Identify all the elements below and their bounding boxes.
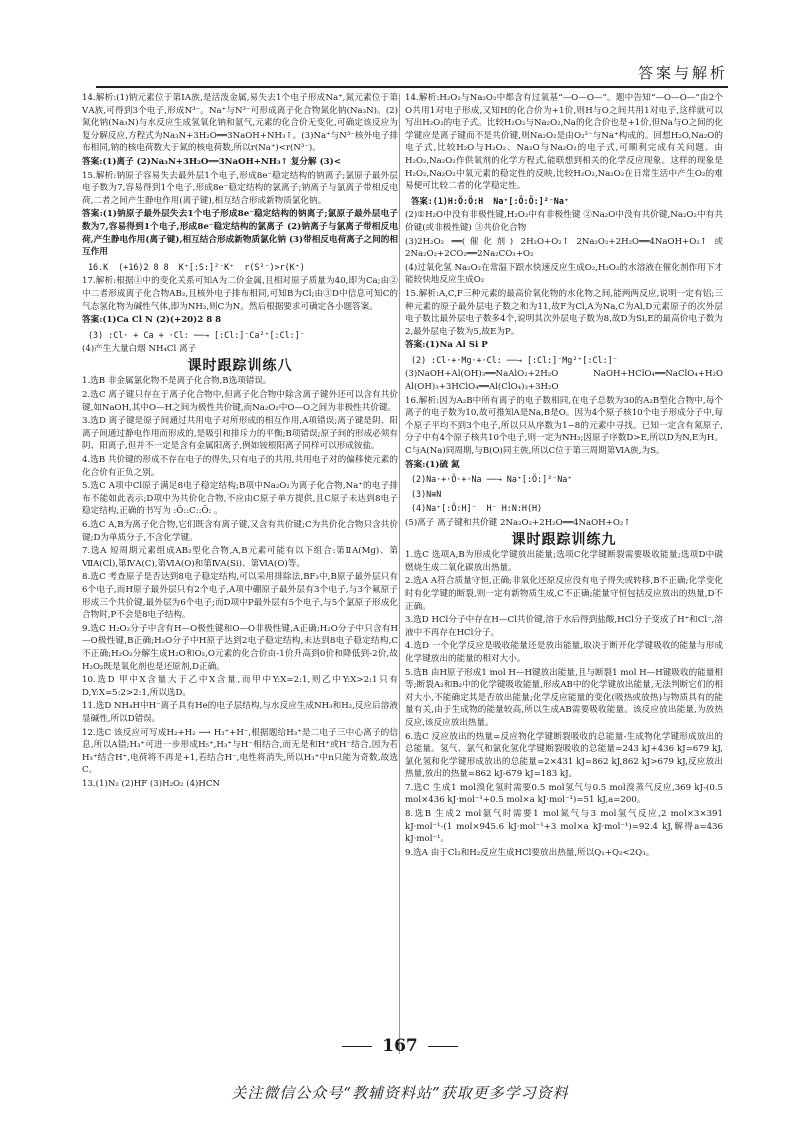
s8-answer-6: 6.选C A,B为离子化合物,它们既含有离子键,又含有共价键;C为共价化合物只含共价键;D为单质分子,不含化学键。 <box>82 520 398 543</box>
answer-r-q16: 16.解析:因为A₂B中所有离子的电子数相同,在电子总数为30的A₂B型化合物中,每个离子的电子数为10,故可推知A是Na,B是O。因为4个原子核10个电子形成分子中,每个原子平均不到3个电子,所以只从序数为1~8的元素中寻找。已知一定含有氮原子,分子中有4个原子核共10个电子,则一定为NH₃;因原子序数D>E,所以D为N,E为H。C与A(Na)同周期,与B(O)同主族,所以C位于第三周期第ⅥA族,为S。 <box>405 395 723 457</box>
answer-r-q16-3: (3)N≡N <box>411 488 442 499</box>
s8-answer-4: 4.选B 共价键的形成不存在电子的得失,只有电子的共用,共用电子对的偏移使元素的化合价有正负之别。 <box>82 455 398 478</box>
s8-answer-12: 12.选C 该反应可写成H₂+H₂ ⟶ H₃⁺+H⁻,根据题给H₃⁺是二电子三中心离子的信息,所以A错;H₃⁺可进一步形成H₅⁺,H₃⁺与H⁻相结合,而无是和H⁺或H⁻结合,因为若H₃⁺结合H⁺,电荷将不再是+1,若结合H⁻,电性将消失,所以H₃⁺中n只能为奇数,故选C。 <box>82 727 398 776</box>
s8-answer-8: 8.选C 考查原子是否达到8电子稳定结构,可以采用排除法,BF₃中,B原子最外层只有6个电子,而H原子最外层只有2个电子,A项中硼原子最外层有3个电子,与3个氟原子形成三个共价键,最外层为6个电子;而D项中P最外层有5个电子,与5个氯原子形成化合物时,P不会是8电子结构。 <box>82 572 398 621</box>
s9-answer-5: 5.选B 由H原子形成1 mol H—H键放出能量,且与断裂1 mol H—H键吸收的能量相等;断裂A₂和B₂中的化学键吸收能量,形成AB中的化学键放出能量,无法判断它们的相对大小,不能确定其是否放出能量;化学反应能量的变化(吸热或放热)与物质具有的能量有关,由于生成物的能量较高,所以生成AB需要吸收能量。该反应放出能量,为放热反应,该反应放出热量。 <box>405 667 723 728</box>
answer-r-q15-key: 答案:(1)Na Al Si P <box>405 340 488 351</box>
s8-answer-5: 5.选C A项中Cl原子满足8电子稳定结构;B项中Na₂O₂为离子化合物,Na⁺的电子排布不能如此表示;D项中为共价化合物,不应由C原子单方提供,且C原子未达到8电子稳定结构,正确的书写为 :Ö::C::Ö: 。 <box>82 481 398 517</box>
page-number-dash-right <box>428 1046 458 1047</box>
answer-r-q14-4: (4)过氧化氢 Na₂O₂在常温下跟水快速反应生成O₂,H₂O₂的水溶液在催化剂作用下才能较快地反应生成O₂ <box>405 262 723 286</box>
s8-answer-3: 3.选D 离子键是原子间通过共用电子对所形成的相互作用,A项错误;离子键是阴、阳离子间通过静电作用而形成的,是吸引和排斥力的平衡;B项错误;原子间的形成必须有阴、阳离子,但并不一定是含有金属阳离子,例如铵根阳离子同样可以形成铵盐。 <box>82 416 398 452</box>
answer-q14: 14.解析:(1)钠元素位于第ⅠA族,是活泼金属,易失去1个电子形成Na⁺,氮元素位于第ⅤA族,可得到3个电子,形成N³⁻。Na⁺与N³⁻可形成离子化合物氮化钠(Na₃N)。(2)氮化钠(Na₃N)与水反应生成氢氧化钠和氨气,元素的化合价无变化,可确定该反应为复分解反应,方程式为Na₃N+3H₂O══3NaOH+NH₃↑。(3)Na⁺与N³⁻核外电子排布相同,钠的核电荷数大于氮的核电荷数,所以r(Na⁺)<r(N³⁻)。 <box>82 93 398 154</box>
answer-r-q14-2: (2)①H₂O中没有非极性键,H₂O₂中有非极性键 ②Na₂O中没有共价键,Na₂O₂中有共价键(或非极性键) ③共价化合物 <box>405 210 723 233</box>
answer-r-q15-3: (3)NaOH+Al(OH)₃══NaAlO₂+2H₂O NaOH+HClO₄══NaClO₄+H₂O Al(OH)₃+3HClO₄══Al(ClO₄)₃+3H₂O <box>405 369 723 393</box>
answer-q14-key: 答案:(1)离子 (2)Na₃N+3H₂O══3NaOH+NH₃↑ 复分解 (3)< <box>82 156 341 167</box>
footer-note: 关注微信公众号“教辅资料站”获取更多学习资料 <box>231 1084 569 1102</box>
left-column <box>82 92 398 791</box>
section-title-9: 课时跟踪训练九 <box>511 531 617 548</box>
page-number <box>0 1036 800 1056</box>
page-number-text: 167 <box>382 1036 418 1056</box>
s9-answer-3: 3.选D HCl分子中存在H—Cl共价键,溶于水后得到盐酸,HCl分子变成了H⁺和Cl⁻,溶液中不再存在HCl分子。 <box>405 615 723 638</box>
s9-answer-2: 2.选A A符合质量守恒,正确;非氧化还原反应没有电子得失或转移,B不正确;化学变化时有化学键的断裂,则一定有新物质生成,C不正确;能量守恒包括反应放出的热量,D不正确。 <box>405 576 723 612</box>
answer-r-q15: 15.解析:A,C,F三种元素的最高价氧化物的水化物之间,能两两反应,说明一定有铝;三种元素的原子最外层电子数之和为11,故F为Cl,A为Na,C为Al,D元素原子的次外层电子数比最外层电子数多4个,说明其次外层电子数为8,故D为Si,E的最高价电子数为2,最外层电子数为5,故E为P。 <box>405 288 723 337</box>
page-number-dash-left <box>342 1046 372 1047</box>
answer-q15-key: 答案:(1)钠原子最外层失去1个电子形成8e⁻稳定结构的钠离子;氯原子最外层电子数为7,容易得到1个电子,形成8e⁻稳定结构的氯离子 (2)钠离子与氯离子带相反电荷,产生静电作用(离子键),相互结合形成新物质氯化钠 (3)带相反电荷离子之间的相互作用 <box>82 209 398 258</box>
s8-answer-7: 7.选A 短周期元素组成AB₂型化合物,A,B元素可能有以下组合:第ⅡA(Mg)、第ⅦA(Cl),第ⅣA(C),第ⅥA(O)和第ⅣA(Si)、第ⅥA(O)等。 <box>82 546 398 569</box>
answer-r-q16-2: (2)Na·+·Ö·+·Na ──→ Na⁺[:Ö:]²⁻Na⁺ <box>411 474 573 485</box>
s8-answer-9: 9.选C H₂O₂分子中含有H—O极性键和O—O非极性键,A正确;H₂O分子中只含有H—O极性键,B正确;H₂O分子中H原子达到2电子稳定结构,未达到8电子稳定结构,C不正确;H₂O₂分解生成H₂O和O₂,O元素的化合价由-1价升高到0价和降低到-2价,故H₂O₂既是氧化剂也是还原剂,D正确。 <box>82 623 398 672</box>
s9-answer-9: 9.选A 由于Cl₂和H₂反应生成HCl要放出热量,所以Q₁+Q₂<2Q₃。 <box>405 847 655 858</box>
right-column <box>405 92 723 860</box>
s9-answer-1: 1.选C 选项A,B为形成化学键放出能量;选项C化学键断裂需要吸收能量;选项D中碳燃烧生成二氧化碳放出热量。 <box>405 550 723 573</box>
s8-answer-11: 11.选D NH₄H中H⁻离子具有He的电子层结构,与水反应生成NH₃和H₂,反应后溶液显碱性,所以D错误。 <box>82 701 398 724</box>
s9-answer-4: 4.选D 一个化学反应是吸收能量还是放出能量,取决于断开化学键吸收的能量与形成化学键放出的能量的相对大小。 <box>405 641 723 664</box>
answer-q17-3: (3) :Cl· + Ca + ·Cl: ──→ [:Cl:]⁻Ca²⁺[:Cl:]⁻ <box>88 329 305 340</box>
s9-answer-8: 8.选B 生成2 mol氨气时需要1 mol氮气与3 mol氢气反应,2 mol×3×391 kJ·mol⁻¹-(1 mol×945.6 kJ·mol⁻¹+3 mol×a kJ·mol⁻¹)=92.4 kJ,解得a=436 kJ·mol⁻¹。 <box>405 809 723 845</box>
answer-r-q16-key: 答案:(1)硫 氮 <box>405 459 460 470</box>
s8-answer-2: 2.选C 离子键只存在于离子化合物中,但离子化合物中除含离子键外还可以含有共价键,如NaOH,其中O—H之间为极性共价键,而Na₂O₂中O—O之间为非极性共价键。 <box>82 390 398 413</box>
answer-q15: 15.解析:钠原子容易失去最外层1个电子,形成8e⁻稳定结构的钠离子;氯原子最外层电子数为7,容易得到1个电子,形成8e⁻稳定结构的氯离子;钠离子与氯离子带相反电荷,二者之间产生静电作用(离子键),相互结合形成新物质氯化钠。 <box>82 170 398 206</box>
header <box>96 58 728 88</box>
answer-r-q15-2: (2) :Cl·+·Mg·+·Cl: ──→ [:Cl:]⁻Mg²⁺[:Cl:]⁻ <box>411 354 618 365</box>
answer-r-q14-key: 答案:(1)H:Ö:Ö:H Na⁺[:Ö:Ö:]²⁻Na⁺ <box>411 195 569 206</box>
answer-r-q16-5: (5)离子 离子键和共价键 2Na₂O₂+2H₂O══4NaOH+O₂↑ <box>405 518 631 528</box>
s8-answer-13: 13.(1)N₂ (2)HF (3)H₂O₂ (4)HCN <box>82 778 220 789</box>
s9-answer-7: 7.选C 生成1 mol溴化氢时需要0.5 mol氢气与0.5 mol溴蒸气反应,369 kJ-(0.5 mol×436 kJ·mol⁻¹+0.5 mol×a kJ·mol⁻¹)=51 kJ,a=200。 <box>405 782 723 806</box>
s8-answer-1: 1.选B 非金属氯化物不是离子化合物,B选项错误。 <box>82 376 272 387</box>
answer-r-q14-3: (3)2H₂O₂ ══(催化剂) 2H₂O+O₂↑ 2Na₂O₂+2H₂O══4NaOH+O₂↑ 或 2Na₂O₂+2CO₂══2Na₂CO₃+O₂ <box>405 236 723 260</box>
answer-q16: 16.K (+16)2 8 8 K⁺[:S:]²⁻K⁺ r(S²⁻)>r(K⁺) <box>88 261 305 272</box>
s9-answer-6: 6.选C 反应放出的热量=反应物化学键断裂吸收的总能量-生成物化学键形成放出的总能量。氢气、氯气和氯化氢化学键断裂吸收的总能量=243 kJ+436 kJ=679 kJ,氯化氢和化学键形成放出的总能量=2×431 kJ=862 kJ,862 kJ>679 kJ,反应放出热量,放出的热量=862 kJ-679 kJ=183 kJ。 <box>405 731 723 780</box>
column-divider <box>399 94 400 1054</box>
answer-q17-4: (4)产生大量白烟 NH₄Cl 离子 <box>82 344 197 355</box>
answer-r-q16-4: (4)Na⁺[:Ö:H]⁻ H⁻ H:N:H(H) <box>411 503 543 514</box>
answer-q17-key: 答案:(1)Ca Cl N (2)(+20)2 8 8 <box>82 315 222 326</box>
section-title-8: 课时跟踪训练八 <box>187 357 293 374</box>
header-title: 答案与解析 <box>637 64 728 82</box>
answer-r-q14: 14.解析:H₂O₂与Na₂O₂中都含有过氧基“—O—O—”。题中告知“—O—O—”由2个O共用1对电子形成,又知H的化合价为+1价,则H与O之间共用1对电子,这样就可以写出H₂O₂的电子式。比较H₂O₂与Na₂O₂,Na的化合价也是+1价,但Na与O之间的化学键应是离子键而不是共价键,则Na₂O₂是由O₂²⁻与Na⁺构成的。回想H₂O,Na₂O的电子式,比较H₂O与H₂O₂、Na₂O与Na₂O₂的电子式,可顺利完成有关问题。由H₂O₂,Na₂O₂作供氧剂的化学方程式,能联想到相关的化学反应现象。这样的现象是H₂O₂,Na₂O₂中氧元素的稳定性的反映,比较H₂O₂,Na₂O₂在日常生活中产生O₂的难易便可比较二者的化学稳定性。 <box>405 93 723 192</box>
answer-q17: 17.解析:根据①中的变化关系可知A为二价金属,且相对原子质量为40,即为Ca;由②中二者形成离子化合物AB₂,且核外电子排布相同,可知B为Cl;由③D中信息可知C的气态氢化物为碱性气体,即为NH₃,则C为N。然后根据要求可确定各小题答案。 <box>82 276 398 312</box>
s8-answer-10: 10.选D 甲中X含量大于乙中X含量,而甲中Y:X=2:1,则乙中Y:X>2:1只有D,Y:X=5:2>2:1,所以选D。 <box>82 675 398 698</box>
